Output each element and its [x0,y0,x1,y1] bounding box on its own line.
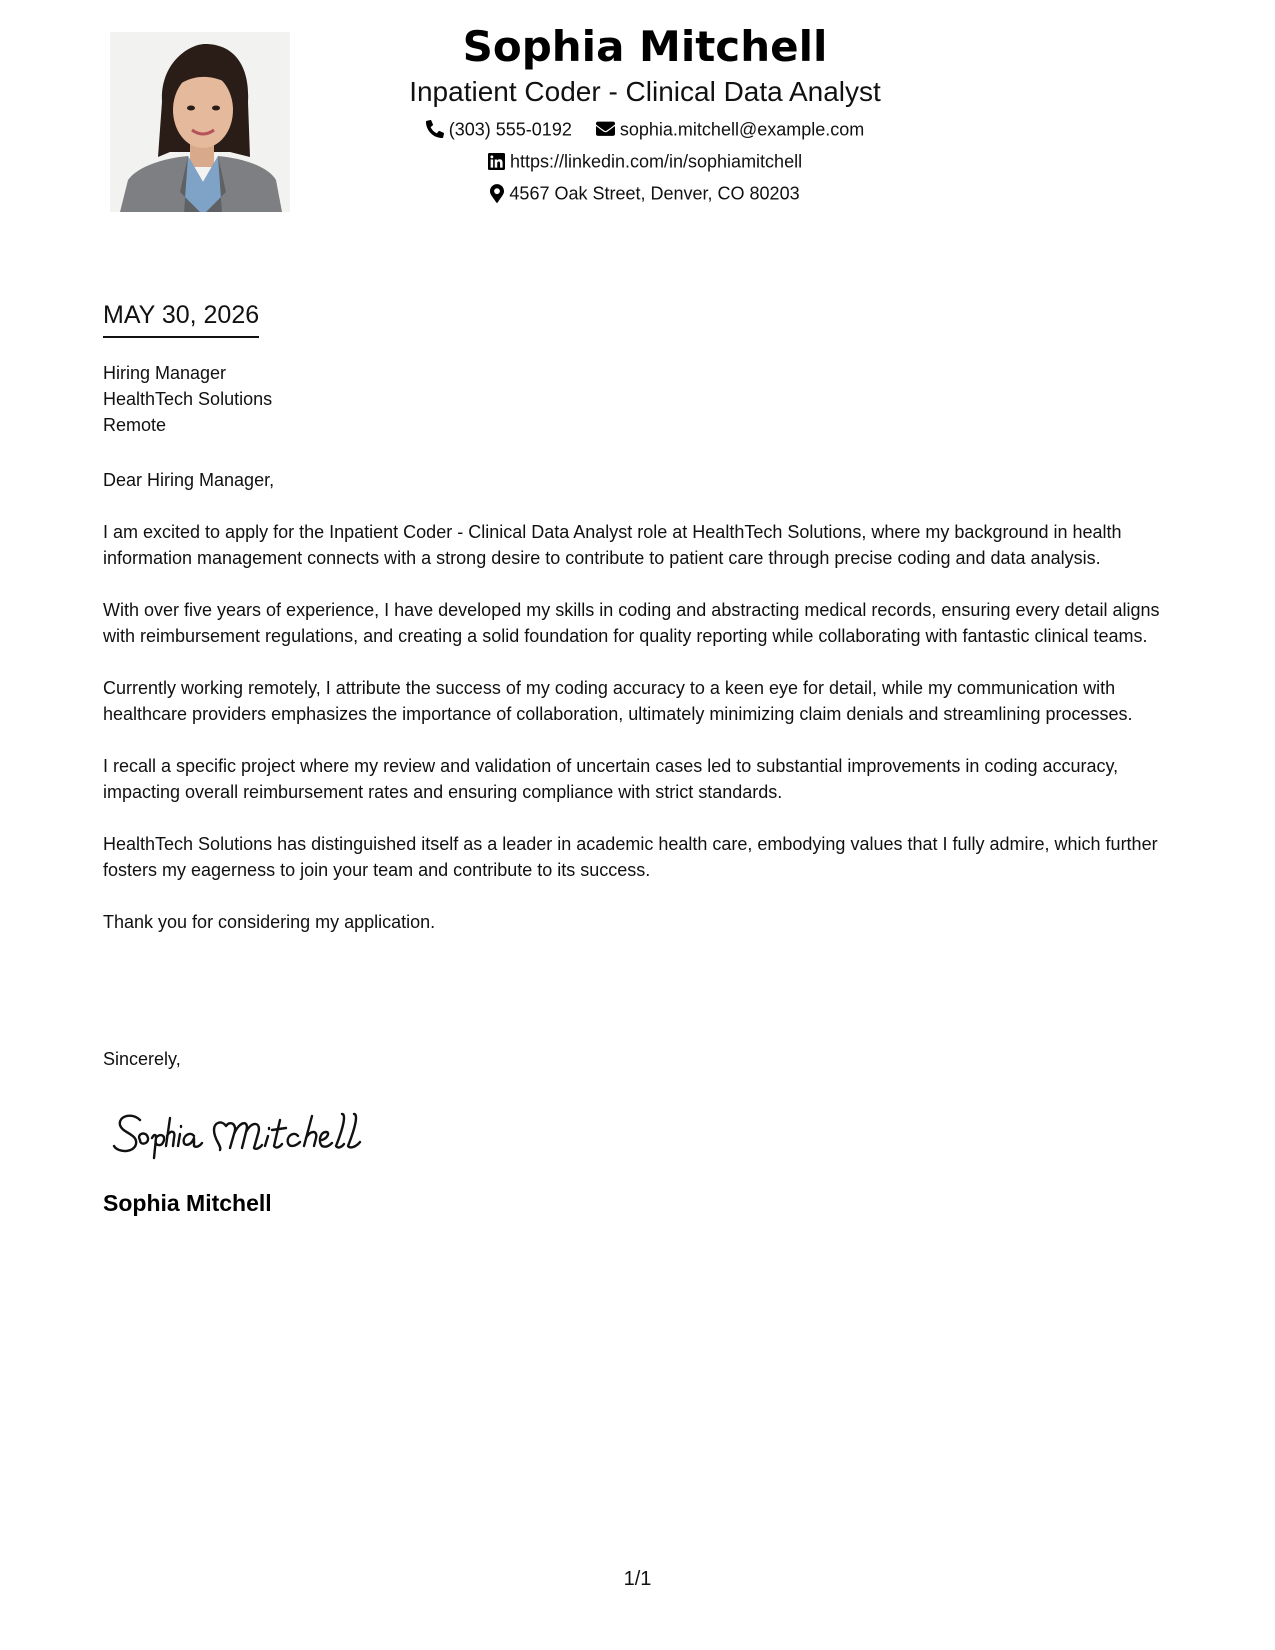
profile-photo [110,32,290,212]
envelope-icon [596,121,615,137]
resume-header [300,20,990,202]
contact-line-address [300,182,990,202]
letter-body [103,467,1183,961]
recipient-line: Remote [103,415,167,435]
body-paragraph: HealthTech Solutions has distinguished itself as a leader in academic health care, embodying values that I fully admire, which further fosters my eagerness to join your team and contribute to its success. [103,834,1158,880]
closing: Sincerely, [103,1049,181,1069]
contact-line-linkedin [300,150,990,170]
job-title: Inpatient Coder - Clinical Data Analyst [409,76,881,107]
map-marker-icon [490,184,504,203]
recipient-line: Hiring Manager [103,363,227,383]
body-paragraph: I recall a specific project where my review and validation of uncertain cases led to substantial improvements in coding accuracy, impacting overall reimbursement rates and ensuring compliance with strict standards. [103,756,1119,802]
letter-date: MAY 30, 2026 [103,300,259,338]
body-paragraph: I am excited to apply for the Inpatient Coder - Clinical Data Analyst role at HealthTech Solutions, where my background in health information management connects with a strong desire to contribute to patient care through precise coding and data analysis. [103,522,1122,568]
body-paragraph: With over five years of experience, I have developed my skills in coding and abstracting medical records, ensuring every detail aligns with reimbursement regulations, and creating a solid foundation for quality reporting while collaborating with fantastic clinical teams. [103,600,1160,646]
handwritten-signature [110,1098,370,1168]
salutation: Dear Hiring Manager, [103,470,275,490]
linkedin-icon [488,153,505,170]
body-paragraph: Currently working remotely, I attribute the success of my coding accuracy to a keen eye for detail, while my communication with healthcare providers emphasizes the importance of collaboration, ultimately minimizing claim denials and streamlining processes. [103,678,1133,724]
contact-line-phone-email [300,118,990,138]
phone-number[interactable]: (303) 555-0192 [448,119,572,140]
applicant-name: Sophia Mitchell [462,22,828,71]
page-number: 1/1 [623,1568,652,1590]
postal-address: 4567 Oak Street, Denver, CO 80203 [509,183,800,204]
recipient-line: HealthTech Solutions [103,389,273,409]
body-paragraph: Thank you for considering my application. [103,912,436,932]
signer-name: Sophia Mitchell [103,1190,272,1216]
recipient-block [103,360,272,438]
linkedin-url[interactable]: https://linkedin.com/in/sophiamitchell [509,151,803,172]
phone-icon [426,120,444,138]
email-address[interactable]: sophia.mitchell@example.com [619,119,865,140]
